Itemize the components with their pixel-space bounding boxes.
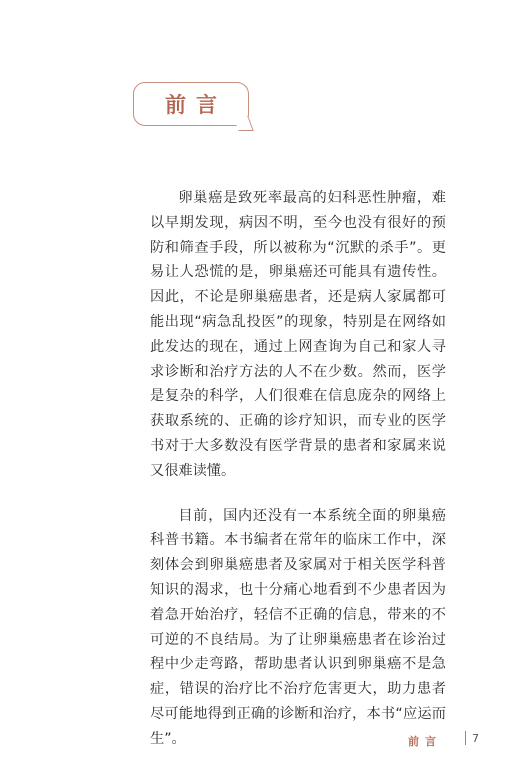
chapter-title-box	[133, 82, 249, 126]
chapter-title: 前言	[165, 93, 227, 117]
footer-section-label: 前言	[408, 735, 442, 748]
body-text	[150, 186, 446, 752]
speech-bubble-tail	[233, 116, 253, 131]
footer-divider	[465, 731, 466, 745]
paragraph-1: 卵巢癌是致死率最高的妇科恶性肿瘤，难以早期发现，病因不明，至今也没有很好的预防和筛查手段，所以被称为“沉默的杀手”。更易让人恐慌的是，卵巢癌还可能具有遗传性。因此，不论是卵巢癌患者，还是病人家属都可能出现“病急乱投医”的现象，特别是在网络如此发达的现在，通过上网查询为自己和家人寻求诊断和治疗方法的人不在少数。然而，医学是复杂的科学，人们很难在信息庞杂的网络上获取系统的、正确的诊疗知识，而专业的医学书对于大多数没有医学背景的患者和家属来说又很难读懂。	[150, 190, 446, 479]
paragraph-2: 目前，国内还没有一本系统全面的卵巢癌科普书籍。本书编者在常年的临床工作中，深刻体会到卵巢癌患者及家属对于相关医学科普知识的渴求，也十分痛心地看到不少患者因为着急开始治疗，轻信不正确的信息，带来的不可逆的不良结局。为了让卵巢癌患者在诊治过程中少走弯路，帮助患者认识到卵巢癌不是急症，错误的治疗比不治疗危害更大，助力患者尽可能地得到正确的诊断和治疗，本书“应运而生”。	[150, 507, 446, 747]
page-number: 7	[472, 732, 479, 745]
